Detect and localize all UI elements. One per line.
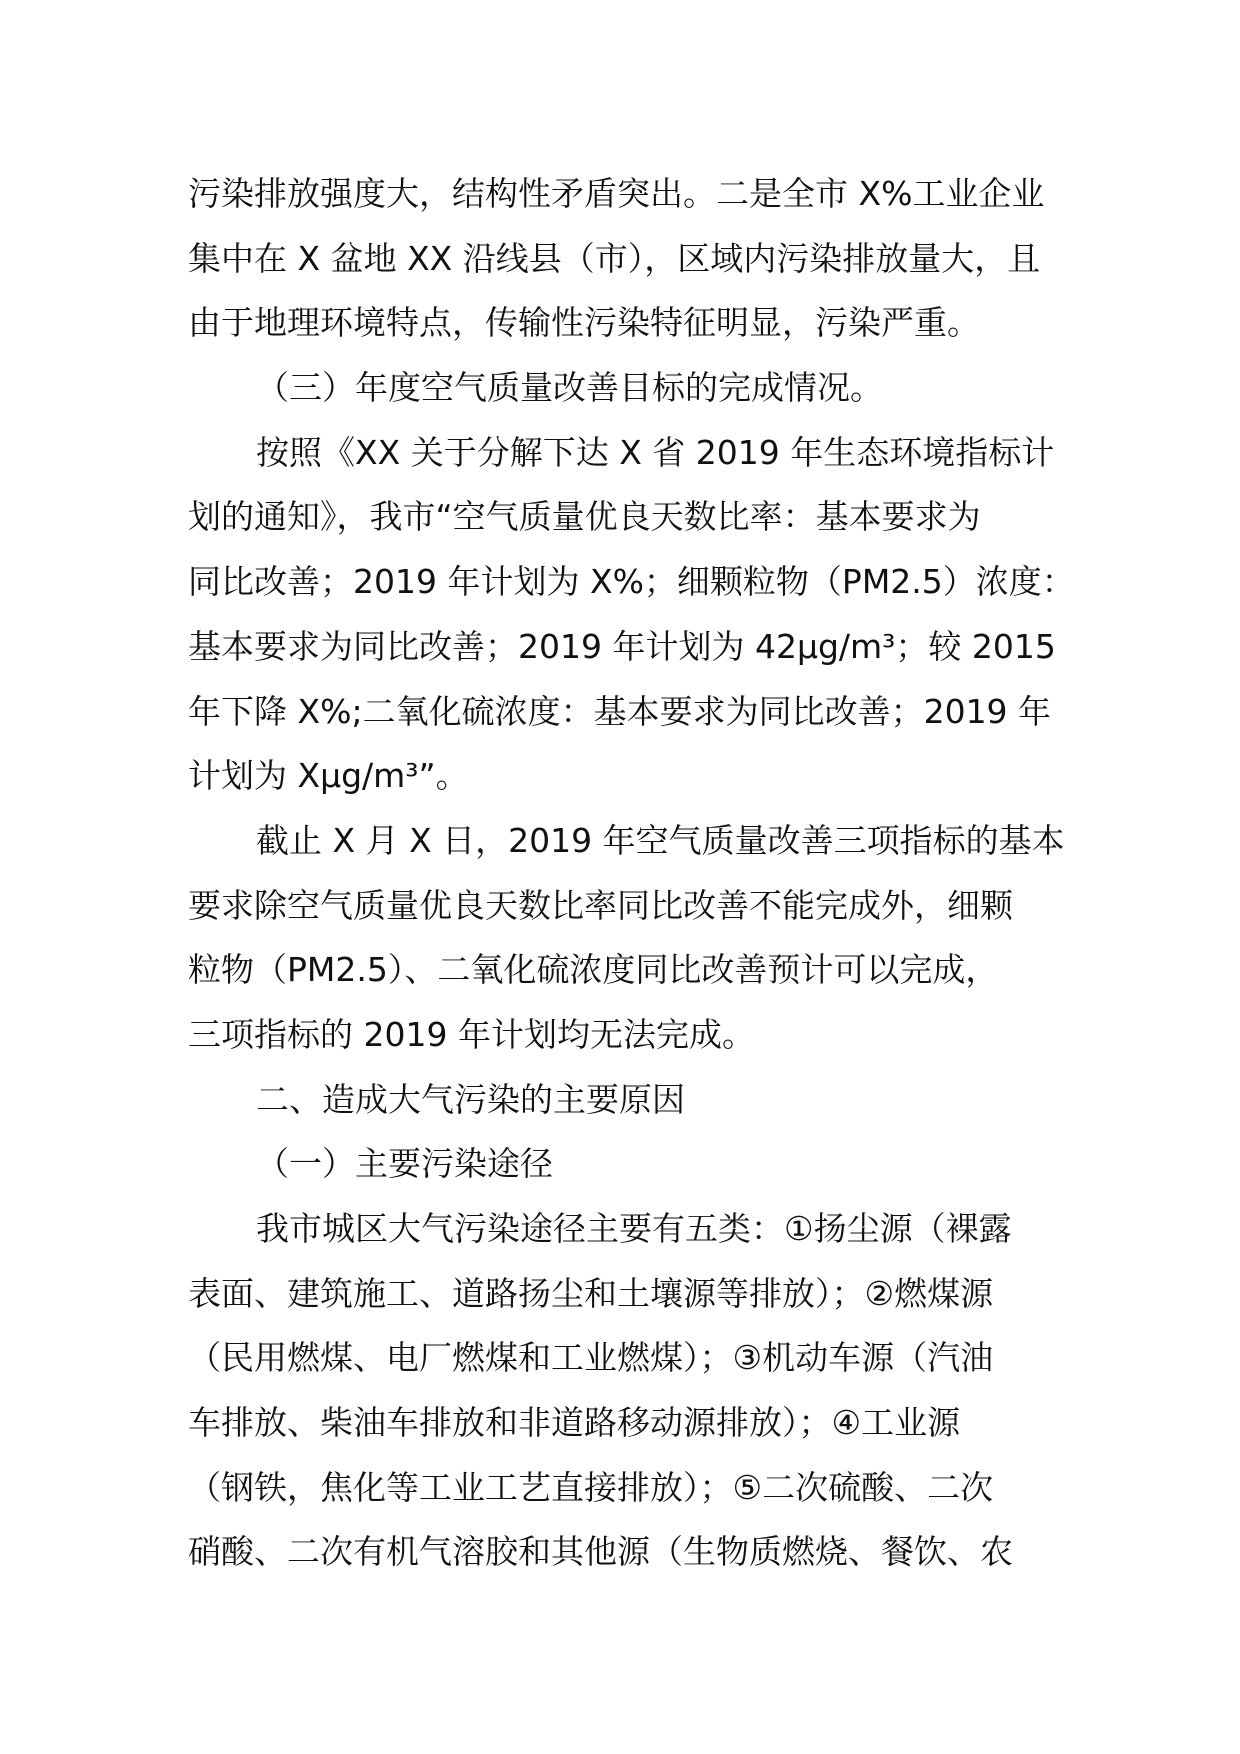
text-line: 基本要求为同比改善；2019 年计划为 42μg/m³；较 2015 xyxy=(188,626,1056,666)
text-line: 由于地理环境特点，传输性污染特征明显，污染严重。 xyxy=(188,303,980,343)
section-heading: 二、造成大气污染的主要原因 xyxy=(256,1079,685,1119)
text-line: 集中在 X 盆地 XX 沿线县（市），区域内污染排放量大，且 xyxy=(188,238,1041,278)
text-line: 表面、建筑施工、道路扬尘和土壤源等排放）；②燃煤源 xyxy=(188,1273,994,1313)
text-line: 车排放、柴油车排放和非道路移动源排放）；④工业源 xyxy=(188,1403,961,1443)
text-line: （民用燃煤、电厂燃煤和工业燃煤）；③机动车源（汽油 xyxy=(188,1338,994,1378)
text-line: 划的通知》，我市“空气质量优良天数比率：基本要求为 xyxy=(188,497,981,537)
text-line: 同比改善；2019 年计划为 X%；细颗粒物（PM2.5）浓度： xyxy=(188,562,1075,602)
text-line: 粒物（PM2.5）、二氧化硫浓度同比改善预计可以完成， xyxy=(188,950,999,990)
section-heading: （三）年度空气质量改善目标的完成情况。 xyxy=(256,368,883,408)
text-line: 截止 X 月 X 日，2019 年空气质量改善三项指标的基本 xyxy=(256,820,1065,860)
text-line: 计划为 Xμg/m³”。 xyxy=(188,756,469,796)
subsection-heading: （一）主要污染途径 xyxy=(256,1144,553,1184)
document-page xyxy=(188,162,1075,1585)
text-line: 我市城区大气污染途径主要有五类：①扬尘源（裸露 xyxy=(256,1209,1012,1248)
text-line: （钢铁，焦化等工业工艺直接排放）；⑤二次硫酸、二次 xyxy=(188,1467,994,1507)
text-line: 硝酸、二次有机气溶胶和其他源（生物质燃烧、餐饮、农 xyxy=(188,1532,1013,1572)
text-line: 要求除空气质量优良天数比率同比改善不能完成外，细颗 xyxy=(188,885,1013,925)
text-line: 三项指标的 2019 年计划均无法完成。 xyxy=(188,1014,755,1054)
text-line: 污染排放强度大，结构性矛盾突出。二是全市 X%工业企业 xyxy=(188,174,1045,213)
text-line: 年下降 X%;二氧化硫浓度：基本要求为同比改善；2019 年 xyxy=(188,691,1052,731)
text-line: 按照《XX 关于分解下达 X 省 2019 年生态环境指标计 xyxy=(256,432,1055,472)
